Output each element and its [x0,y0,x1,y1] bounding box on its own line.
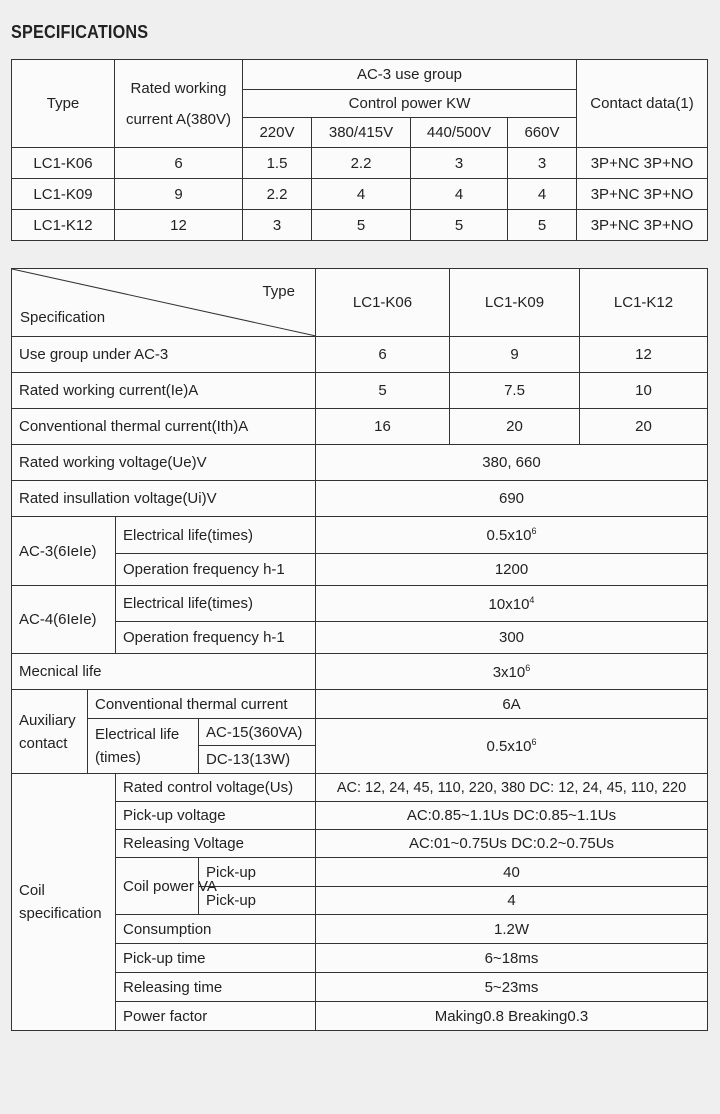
header-diagonal-cell [12,269,316,337]
header-type: Type [12,60,115,148]
label-pickup-time: Pick-up time [116,944,316,973]
cell-contact: 3P+NC 3P+NO [577,179,708,210]
cell-current: 12 [115,210,243,241]
cell-ac4-electrical-life [316,586,708,622]
cell-value: 690 [316,481,708,517]
cell-current: 6 [115,148,243,179]
cell-kw-220: 1.5 [243,148,312,179]
table-row [12,445,708,481]
cell-ac4-frequency: 300 [316,622,708,654]
label-mechanical-life: Mecnical life [12,654,316,690]
table-row [12,654,708,690]
header-rated-current-line1: Rated working [130,79,227,97]
cell-ac3-frequency: 1200 [316,554,708,586]
label-ac3-frequency: Operation frequency h-1 [116,554,316,586]
header-specification: Specification [20,309,106,326]
label-auxiliary-line2: contact [19,734,68,752]
label-pickup-2: Pick-up [199,887,316,915]
header-voltage-660: 660V [508,118,577,148]
label-auxiliary-line1: Auxiliary [19,711,76,729]
header-voltage-220: 220V [243,118,312,148]
cell-value: 10 [580,373,708,409]
label-releasing-time: Releasing time [116,973,316,1002]
value-exponent: 6 [525,662,531,673]
cell-contact: 3P+NC 3P+NO [577,148,708,179]
cell-kw-220: 3 [243,210,312,241]
header-model-k12: LC1-K12 [580,269,708,337]
specifications-table-detail [11,268,708,1031]
cell-releasing-voltage: AC:01~0.75Us DC:0.2~0.75Us [316,830,708,858]
page-title: SPECIFICATIONS [11,22,149,42]
cell-value: 5 [316,373,450,409]
header-ac3-use-group: AC-3 use group [243,60,577,90]
label-ac15: AC-15(360VA) [199,719,316,746]
cell-type: LC1-K06 [12,148,115,179]
label-ac3: AC-3(6IeIe) [12,517,116,586]
cell-kw-660: 4 [508,179,577,210]
header-control-power: Control power KW [243,90,577,118]
label-coil-line1: Coil [19,882,45,899]
label-releasing-voltage: Releasing Voltage [116,830,316,858]
label-use-group: Use group under AC-3 [12,337,316,373]
table-row [12,148,708,179]
table-row [12,481,708,517]
cell-type: LC1-K12 [12,210,115,241]
cell-kw-380: 2.2 [312,148,411,179]
cell-value: 7.5 [450,373,580,409]
value-exponent: 6 [531,737,537,747]
cell-value: 12 [580,337,708,373]
label-consumption: Consumption [116,915,316,944]
value-base: 0.5x10 [486,527,532,544]
table-row [12,179,708,210]
label-control-voltage: Rated control voltage(Us) [116,774,316,802]
cell-control-voltage: AC: 12, 24, 45, 110, 220, 380 DC: 12, 24, 45, 110, 220 [316,774,708,802]
header-rated-current-line2: current A(380V) [125,110,232,128]
cell-pickup-2: 4 [316,887,708,915]
label-coil-specification [12,774,116,1031]
cell-aux-electrical-life [316,719,708,774]
value-base: 0.5x10 [486,738,532,755]
label-aux-electrical-line1: Electrical life [95,726,180,743]
label-power-factor: Power factor [116,1002,316,1031]
label-aux-electrical-life [88,719,199,774]
label-ac4-frequency: Operation frequency h-1 [116,622,316,654]
label-pickup-voltage: Pick-up voltage [116,802,316,830]
cell-kw-440: 3 [411,148,508,179]
cell-kw-380: 4 [312,179,411,210]
cell-kw-660: 3 [508,148,577,179]
cell-value: 6 [316,337,450,373]
cell-kw-380: 5 [312,210,411,241]
value-base: 3x10 [492,663,526,681]
label-dc13: DC-13(13W) [199,746,316,774]
label-aux-thermal-current: Conventional thermal current [88,690,316,719]
header-voltage-440: 440/500V [411,118,508,148]
cell-value: 20 [580,409,708,445]
specifications-table-control-power [11,59,708,241]
cell-consumption: 1.2W [316,915,708,944]
cell-kw-660: 5 [508,210,577,241]
header-model-k09: LC1-K09 [450,269,580,337]
value-exponent: 6 [531,526,537,536]
cell-value: 9 [450,337,580,373]
label-rated-current: Rated working current(Ie)A [12,373,316,409]
header-voltage-380: 380/415V [312,118,411,148]
label-ac3-electrical-life: Electrical life(times) [116,517,316,554]
cell-value: 16 [316,409,450,445]
cell-pickup-voltage: AC:0.85~1.1Us DC:0.85~1.1Us [316,802,708,830]
cell-power-factor: Making0.8 Breaking0.3 [316,1002,708,1031]
cell-aux-thermal-current: 6A [316,690,708,719]
label-coil-line2: specification [19,905,102,922]
cell-kw-440: 4 [411,179,508,210]
label-auxiliary-contact [12,690,88,774]
value-exponent: 4 [529,594,535,605]
label-pickup-1: Pick-up [199,858,316,887]
cell-pickup-time: 6~18ms [316,944,708,973]
cell-value: 20 [450,409,580,445]
label-ac4: AC-4(6IeIe) [12,586,116,654]
value-base: 10x10 [488,595,530,613]
cell-value: 380, 660 [316,445,708,481]
cell-contact: 3P+NC 3P+NO [577,210,708,241]
table-row [12,337,708,373]
label-thermal-current: Conventional thermal current(Ith)A [12,409,316,445]
label-rated-voltage: Rated working voltage(Ue)V [12,445,316,481]
cell-pickup-1: 40 [316,858,708,887]
header-contact-data: Contact data(1) [577,60,708,148]
header-model-k06: LC1-K06 [316,269,450,337]
label-ac4-electrical-life: Electrical life(times) [116,586,316,622]
label-insulation-voltage: Rated insullation voltage(Ui)V [12,481,316,517]
label-coil-power: Coil power VA [116,858,199,915]
cell-current: 9 [115,179,243,210]
cell-mechanical-life [316,654,708,690]
header-type: Type [262,283,295,300]
header-rated-current [115,60,243,148]
cell-releasing-time: 5~23ms [316,973,708,1002]
cell-kw-440: 5 [411,210,508,241]
cell-kw-220: 2.2 [243,179,312,210]
table-row [12,210,708,241]
cell-type: LC1-K09 [12,179,115,210]
label-aux-electrical-line2: (times) [95,749,141,766]
table-row [12,409,708,445]
table-row [12,373,708,409]
cell-ac3-electrical-life [316,517,708,554]
